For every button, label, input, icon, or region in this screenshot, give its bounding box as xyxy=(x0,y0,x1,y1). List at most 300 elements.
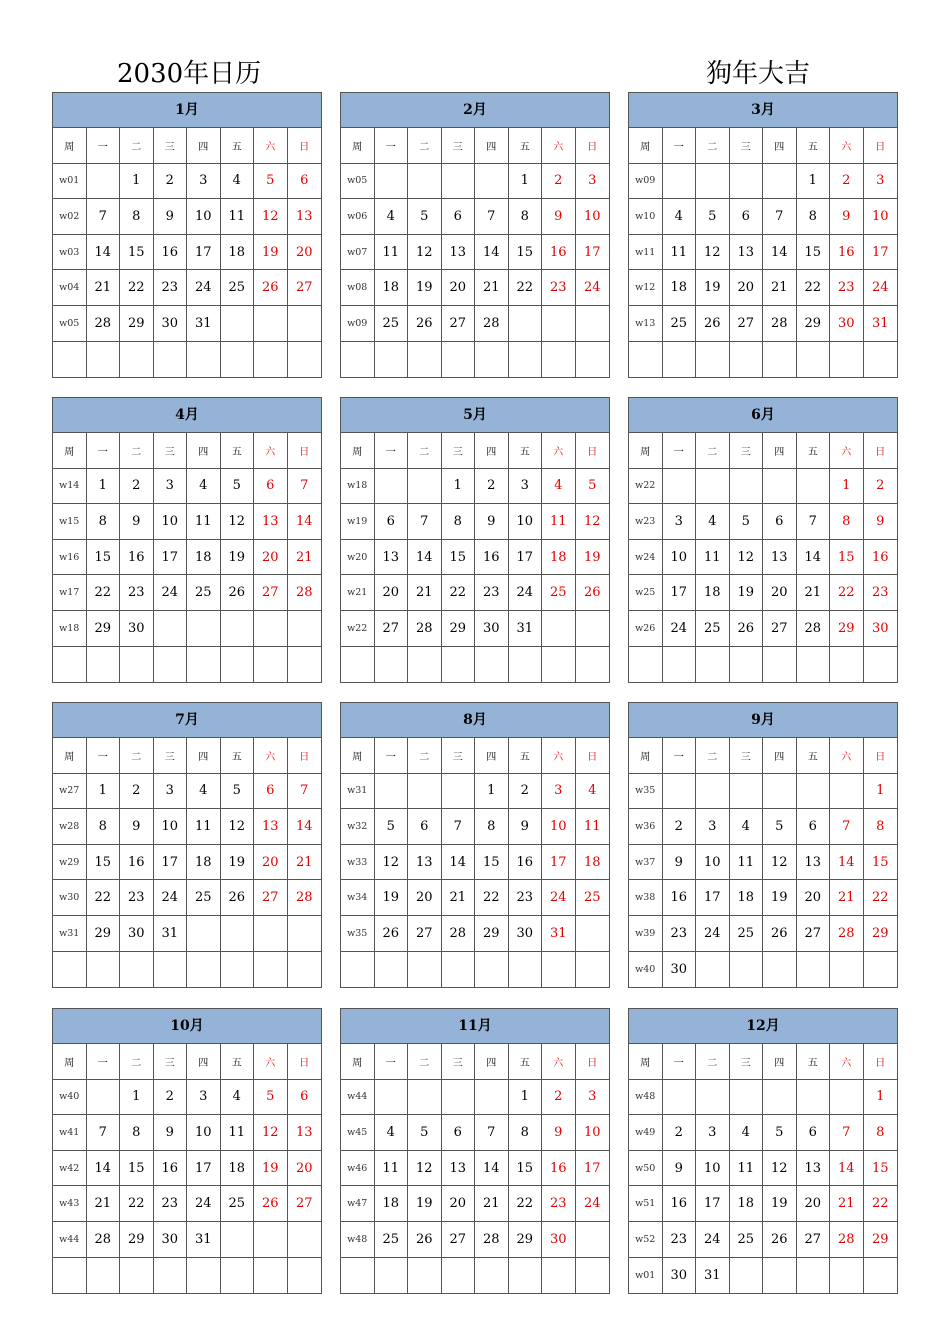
day-cell: 14 xyxy=(830,845,864,881)
day-cell: 24 xyxy=(663,611,697,647)
day-cell: 23 xyxy=(864,575,898,611)
day-cell: 1 xyxy=(864,774,898,810)
day-cell xyxy=(830,952,864,988)
day-cell: 15 xyxy=(442,540,476,576)
day-cell: 6 xyxy=(797,1115,831,1151)
day-cell xyxy=(509,306,543,342)
week-number-cell: w41 xyxy=(53,1115,87,1151)
day-cell xyxy=(120,647,154,683)
day-cell: 15 xyxy=(864,1151,898,1187)
day-cell xyxy=(254,1258,288,1294)
day-cell xyxy=(696,774,730,810)
day-cell xyxy=(408,164,442,200)
day-cell: 5 xyxy=(696,199,730,235)
day-cell xyxy=(696,342,730,378)
day-cell xyxy=(797,342,831,378)
day-cell: 13 xyxy=(375,540,409,576)
day-cell: 16 xyxy=(663,880,697,916)
week-number-cell: w18 xyxy=(341,469,375,505)
day-cell xyxy=(475,647,509,683)
week-number-header: 周 xyxy=(629,128,663,164)
day-cell xyxy=(187,611,221,647)
month-grid xyxy=(629,1044,897,1293)
day-cell: 25 xyxy=(576,880,610,916)
day-cell xyxy=(509,1258,543,1294)
weekday-header: 二 xyxy=(120,1044,154,1080)
week-number-header: 周 xyxy=(629,433,663,469)
day-cell: 19 xyxy=(763,880,797,916)
day-cell: 23 xyxy=(663,916,697,952)
week-number-cell: w47 xyxy=(341,1186,375,1222)
day-cell: 30 xyxy=(120,916,154,952)
day-cell: 24 xyxy=(696,1222,730,1258)
day-cell: 31 xyxy=(187,1222,221,1258)
day-cell: 25 xyxy=(221,1186,255,1222)
month-grid xyxy=(341,433,609,682)
day-cell: 26 xyxy=(408,1222,442,1258)
week-number-cell xyxy=(341,1258,375,1294)
day-cell: 11 xyxy=(576,809,610,845)
day-cell: 18 xyxy=(221,235,255,271)
day-cell xyxy=(442,342,476,378)
week-number-cell: w01 xyxy=(53,164,87,200)
week-number-header: 周 xyxy=(53,1044,87,1080)
day-cell xyxy=(288,611,322,647)
day-cell: 19 xyxy=(221,845,255,881)
month-header: 7月 xyxy=(53,703,321,738)
day-cell: 9 xyxy=(542,199,576,235)
day-cell: 2 xyxy=(120,469,154,505)
day-cell: 17 xyxy=(696,1186,730,1222)
day-cell: 27 xyxy=(254,880,288,916)
day-cell xyxy=(576,342,610,378)
day-cell xyxy=(509,647,543,683)
day-cell: 7 xyxy=(797,504,831,540)
weekday-header: 日 xyxy=(288,1044,322,1080)
day-cell: 31 xyxy=(187,306,221,342)
day-cell: 27 xyxy=(797,916,831,952)
weekday-header: 日 xyxy=(288,433,322,469)
month-header: 2月 xyxy=(341,93,609,128)
month-grid xyxy=(629,128,897,377)
month-header: 5月 xyxy=(341,398,609,433)
week-number-cell: w38 xyxy=(629,880,663,916)
day-cell: 14 xyxy=(763,235,797,271)
weekday-header: 一 xyxy=(663,128,697,164)
weekday-header: 日 xyxy=(576,738,610,774)
day-cell xyxy=(763,774,797,810)
day-cell: 4 xyxy=(221,1080,255,1116)
week-number-cell: w50 xyxy=(629,1151,663,1187)
day-cell: 3 xyxy=(509,469,543,505)
day-cell: 5 xyxy=(375,809,409,845)
day-cell xyxy=(576,611,610,647)
day-cell: 28 xyxy=(830,1222,864,1258)
day-cell: 13 xyxy=(288,199,322,235)
day-cell: 11 xyxy=(730,845,764,881)
day-cell: 12 xyxy=(763,1151,797,1187)
day-cell: 13 xyxy=(442,235,476,271)
day-cell: 17 xyxy=(696,880,730,916)
day-cell: 30 xyxy=(663,952,697,988)
day-cell: 21 xyxy=(288,845,322,881)
weekday-header: 四 xyxy=(187,128,221,164)
day-cell xyxy=(730,164,764,200)
week-number-cell: w18 xyxy=(53,611,87,647)
day-cell: 20 xyxy=(254,845,288,881)
day-cell: 22 xyxy=(830,575,864,611)
weekday-header: 日 xyxy=(576,128,610,164)
week-number-cell: w13 xyxy=(629,306,663,342)
day-cell: 16 xyxy=(542,235,576,271)
day-cell: 14 xyxy=(87,1151,121,1187)
month-block xyxy=(628,92,898,378)
day-cell: 27 xyxy=(288,270,322,306)
day-cell: 28 xyxy=(87,1222,121,1258)
day-cell: 4 xyxy=(375,1115,409,1151)
day-cell: 8 xyxy=(442,504,476,540)
week-number-cell: w29 xyxy=(53,845,87,881)
day-cell: 17 xyxy=(154,845,188,881)
weekday-header: 六 xyxy=(830,738,864,774)
day-cell: 30 xyxy=(542,1222,576,1258)
week-number-cell: w46 xyxy=(341,1151,375,1187)
weekday-header: 二 xyxy=(696,433,730,469)
day-cell: 26 xyxy=(696,306,730,342)
day-cell: 4 xyxy=(375,199,409,235)
day-cell: 28 xyxy=(830,916,864,952)
day-cell: 23 xyxy=(154,270,188,306)
day-cell: 20 xyxy=(763,575,797,611)
weekday-header: 二 xyxy=(696,128,730,164)
day-cell: 28 xyxy=(288,880,322,916)
day-cell xyxy=(221,342,255,378)
day-cell xyxy=(154,1258,188,1294)
week-number-cell: w51 xyxy=(629,1186,663,1222)
day-cell: 24 xyxy=(509,575,543,611)
day-cell: 21 xyxy=(408,575,442,611)
weekday-header: 五 xyxy=(221,433,255,469)
day-cell: 14 xyxy=(442,845,476,881)
day-cell: 10 xyxy=(576,1115,610,1151)
week-number-cell: w48 xyxy=(341,1222,375,1258)
day-cell: 27 xyxy=(442,306,476,342)
week-number-cell: w31 xyxy=(53,916,87,952)
day-cell: 14 xyxy=(830,1151,864,1187)
day-cell: 25 xyxy=(542,575,576,611)
day-cell: 26 xyxy=(763,916,797,952)
day-cell xyxy=(542,952,576,988)
day-cell: 12 xyxy=(221,504,255,540)
day-cell xyxy=(187,952,221,988)
day-cell: 20 xyxy=(442,270,476,306)
day-cell: 7 xyxy=(830,809,864,845)
day-cell: 29 xyxy=(120,1222,154,1258)
day-cell: 26 xyxy=(221,575,255,611)
day-cell: 30 xyxy=(475,611,509,647)
day-cell xyxy=(509,952,543,988)
day-cell xyxy=(288,306,322,342)
day-cell: 5 xyxy=(730,504,764,540)
day-cell: 14 xyxy=(288,504,322,540)
weekday-header: 五 xyxy=(221,1044,255,1080)
day-cell: 30 xyxy=(154,1222,188,1258)
weekday-header: 日 xyxy=(864,1044,898,1080)
day-cell: 3 xyxy=(576,164,610,200)
day-cell: 1 xyxy=(87,469,121,505)
day-cell: 1 xyxy=(509,164,543,200)
day-cell: 21 xyxy=(442,880,476,916)
week-number-cell: w40 xyxy=(629,952,663,988)
day-cell: 24 xyxy=(542,880,576,916)
month-block xyxy=(52,92,322,378)
day-cell: 6 xyxy=(254,774,288,810)
weekday-header: 六 xyxy=(254,128,288,164)
day-cell: 7 xyxy=(408,504,442,540)
week-number-cell xyxy=(53,342,87,378)
day-cell: 7 xyxy=(830,1115,864,1151)
day-cell: 22 xyxy=(442,575,476,611)
weekday-header: 五 xyxy=(221,738,255,774)
weekday-header: 三 xyxy=(442,1044,476,1080)
day-cell xyxy=(542,611,576,647)
week-number-cell: w09 xyxy=(629,164,663,200)
day-cell: 3 xyxy=(696,809,730,845)
day-cell xyxy=(120,952,154,988)
day-cell: 8 xyxy=(864,1115,898,1151)
day-cell: 7 xyxy=(475,1115,509,1151)
weekday-header: 一 xyxy=(375,433,409,469)
day-cell xyxy=(576,647,610,683)
day-cell xyxy=(87,1080,121,1116)
month-block xyxy=(340,1008,610,1294)
day-cell: 29 xyxy=(475,916,509,952)
weekday-header: 一 xyxy=(375,738,409,774)
week-number-cell: w23 xyxy=(629,504,663,540)
day-cell: 20 xyxy=(288,235,322,271)
day-cell: 27 xyxy=(254,575,288,611)
week-number-cell: w40 xyxy=(53,1080,87,1116)
day-cell: 27 xyxy=(408,916,442,952)
day-cell: 21 xyxy=(830,880,864,916)
day-cell xyxy=(154,611,188,647)
day-cell xyxy=(154,647,188,683)
day-cell: 20 xyxy=(375,575,409,611)
weekday-header: 六 xyxy=(254,738,288,774)
day-cell: 14 xyxy=(288,809,322,845)
day-cell: 16 xyxy=(864,540,898,576)
day-cell: 16 xyxy=(154,1151,188,1187)
weekday-header: 四 xyxy=(187,738,221,774)
day-cell xyxy=(375,342,409,378)
day-cell xyxy=(288,952,322,988)
day-cell: 9 xyxy=(542,1115,576,1151)
day-cell xyxy=(288,342,322,378)
day-cell: 19 xyxy=(696,270,730,306)
weekday-header: 四 xyxy=(475,1044,509,1080)
weekday-header: 日 xyxy=(864,433,898,469)
day-cell: 16 xyxy=(509,845,543,881)
week-number-cell: w49 xyxy=(629,1115,663,1151)
weekday-header: 二 xyxy=(408,738,442,774)
day-cell xyxy=(576,1222,610,1258)
day-cell: 2 xyxy=(154,1080,188,1116)
day-cell xyxy=(797,952,831,988)
day-cell xyxy=(475,342,509,378)
day-cell xyxy=(797,469,831,505)
day-cell xyxy=(830,1258,864,1294)
day-cell: 28 xyxy=(87,306,121,342)
day-cell: 28 xyxy=(475,1222,509,1258)
day-cell: 31 xyxy=(509,611,543,647)
day-cell: 17 xyxy=(509,540,543,576)
week-number-cell xyxy=(341,952,375,988)
month-header: 4月 xyxy=(53,398,321,433)
day-cell: 17 xyxy=(154,540,188,576)
day-cell: 5 xyxy=(763,1115,797,1151)
weekday-header: 六 xyxy=(542,433,576,469)
day-cell: 13 xyxy=(730,235,764,271)
day-cell xyxy=(408,647,442,683)
day-cell: 8 xyxy=(87,809,121,845)
day-cell: 9 xyxy=(509,809,543,845)
day-cell xyxy=(221,916,255,952)
week-number-header: 周 xyxy=(629,738,663,774)
day-cell: 24 xyxy=(576,1186,610,1222)
day-cell xyxy=(696,469,730,505)
day-cell xyxy=(221,647,255,683)
day-cell: 5 xyxy=(408,1115,442,1151)
weekday-header: 一 xyxy=(87,128,121,164)
week-number-cell: w16 xyxy=(53,540,87,576)
greeting-title: 狗年大吉 xyxy=(706,59,811,89)
day-cell: 7 xyxy=(288,469,322,505)
day-cell xyxy=(375,1080,409,1116)
day-cell: 28 xyxy=(288,575,322,611)
day-cell: 21 xyxy=(87,270,121,306)
weekday-header: 三 xyxy=(442,128,476,164)
weekday-header: 一 xyxy=(87,433,121,469)
day-cell: 18 xyxy=(663,270,697,306)
day-cell: 8 xyxy=(475,809,509,845)
day-cell xyxy=(87,647,121,683)
day-cell xyxy=(87,952,121,988)
month-block xyxy=(340,92,610,378)
day-cell: 19 xyxy=(221,540,255,576)
day-cell: 21 xyxy=(475,270,509,306)
day-cell: 22 xyxy=(475,880,509,916)
day-cell xyxy=(221,1222,255,1258)
day-cell xyxy=(254,611,288,647)
weekday-header: 五 xyxy=(797,128,831,164)
day-cell: 28 xyxy=(475,306,509,342)
weekday-header: 二 xyxy=(408,128,442,164)
weekday-header: 六 xyxy=(542,1044,576,1080)
day-cell xyxy=(375,469,409,505)
day-cell xyxy=(288,916,322,952)
day-cell xyxy=(408,952,442,988)
day-cell xyxy=(576,1258,610,1294)
week-number-cell: w30 xyxy=(53,880,87,916)
day-cell xyxy=(375,164,409,200)
month-header: 8月 xyxy=(341,703,609,738)
day-cell xyxy=(187,342,221,378)
weekday-header: 六 xyxy=(542,738,576,774)
day-cell: 4 xyxy=(542,469,576,505)
day-cell: 22 xyxy=(864,1186,898,1222)
month-block xyxy=(628,702,898,988)
day-cell: 23 xyxy=(120,880,154,916)
weekday-header: 五 xyxy=(509,1044,543,1080)
day-cell xyxy=(408,1258,442,1294)
day-cell xyxy=(375,952,409,988)
day-cell: 11 xyxy=(221,1115,255,1151)
day-cell: 1 xyxy=(120,164,154,200)
day-cell xyxy=(542,306,576,342)
day-cell xyxy=(663,1080,697,1116)
weekday-header: 四 xyxy=(763,1044,797,1080)
day-cell: 13 xyxy=(442,1151,476,1187)
day-cell: 30 xyxy=(830,306,864,342)
day-cell xyxy=(221,1258,255,1294)
day-cell: 14 xyxy=(797,540,831,576)
day-cell: 23 xyxy=(509,880,543,916)
weekday-header: 四 xyxy=(475,433,509,469)
day-cell: 13 xyxy=(797,1151,831,1187)
day-cell xyxy=(542,647,576,683)
day-cell: 18 xyxy=(730,1186,764,1222)
day-cell: 25 xyxy=(221,270,255,306)
day-cell: 17 xyxy=(187,235,221,271)
day-cell xyxy=(254,342,288,378)
day-cell: 26 xyxy=(730,611,764,647)
month-header: 11月 xyxy=(341,1009,609,1044)
day-cell: 12 xyxy=(763,845,797,881)
week-number-cell: w08 xyxy=(341,270,375,306)
day-cell: 18 xyxy=(221,1151,255,1187)
weekday-header: 四 xyxy=(475,128,509,164)
day-cell: 10 xyxy=(509,504,543,540)
day-cell xyxy=(154,952,188,988)
day-cell: 19 xyxy=(254,1151,288,1187)
day-cell: 25 xyxy=(663,306,697,342)
day-cell xyxy=(187,647,221,683)
week-number-header: 周 xyxy=(53,433,87,469)
day-cell: 16 xyxy=(830,235,864,271)
day-cell: 6 xyxy=(442,1115,476,1151)
week-number-cell: w07 xyxy=(341,235,375,271)
day-cell: 24 xyxy=(864,270,898,306)
day-cell xyxy=(475,1258,509,1294)
day-cell xyxy=(375,1258,409,1294)
week-number-cell: w45 xyxy=(341,1115,375,1151)
day-cell xyxy=(730,774,764,810)
day-cell: 9 xyxy=(830,199,864,235)
day-cell xyxy=(696,164,730,200)
week-number-cell xyxy=(53,1258,87,1294)
day-cell: 27 xyxy=(730,306,764,342)
month-grid xyxy=(53,128,321,377)
day-cell xyxy=(254,647,288,683)
weekday-header: 六 xyxy=(830,1044,864,1080)
week-number-header: 周 xyxy=(53,738,87,774)
weekday-header: 日 xyxy=(576,433,610,469)
weekday-header: 日 xyxy=(864,128,898,164)
day-cell: 26 xyxy=(763,1222,797,1258)
day-cell: 12 xyxy=(730,540,764,576)
day-cell: 13 xyxy=(288,1115,322,1151)
day-cell: 15 xyxy=(87,845,121,881)
